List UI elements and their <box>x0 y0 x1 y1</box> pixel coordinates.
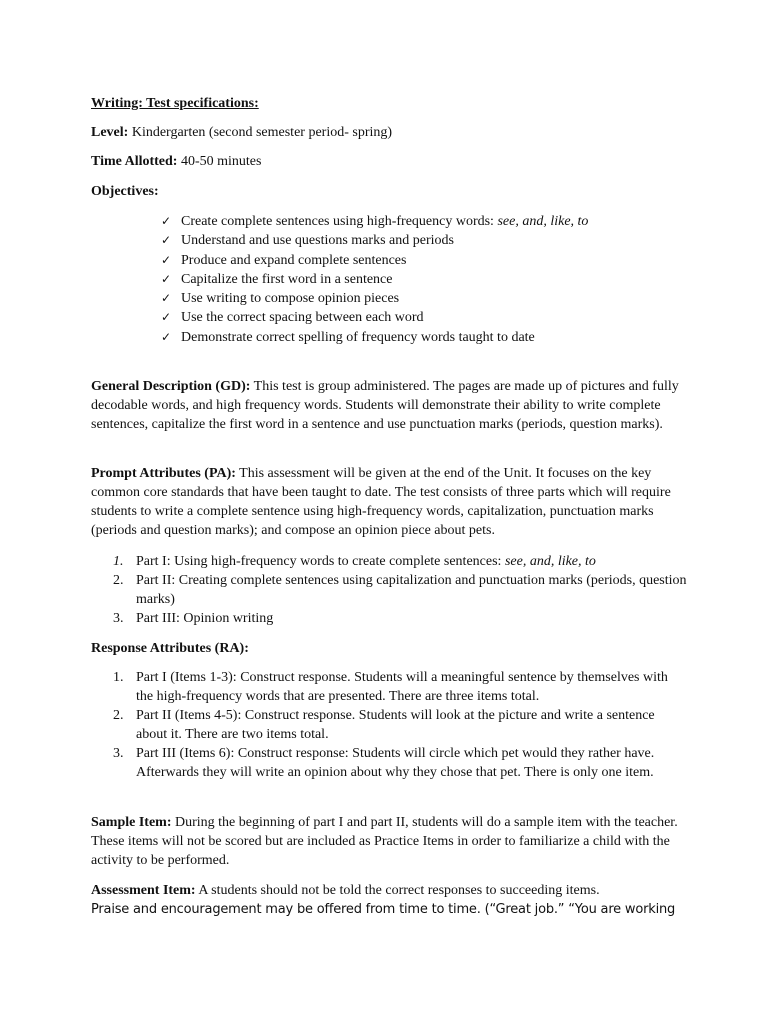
sample-text: During the beginning of part I and part II, students will do a sample item with the teacher. These items will not be scored but are included as Practice Items in order to familiarize a child with the activity to be performed. <box>91 815 678 868</box>
list-item: ✓ Use writing to compose opinion pieces <box>161 291 400 307</box>
list-item: 1. Part I (Items 1-3): Construct response. Students will a meaningful sentence by themselves with the high-frequency words that are presented. There are three items total. <box>113 670 668 704</box>
time-line <box>91 152 687 171</box>
list-item: ✓ Capitalize the first word in a sentence <box>161 271 393 287</box>
list-item: 3. Part III: Opinion writing <box>113 611 274 626</box>
prompt-attributes-paragraph <box>91 464 687 540</box>
pa-label: Prompt Attributes (PA): <box>91 466 236 481</box>
list-item: ✓ Create complete sentences using high-frequency words: see, and, like, to <box>161 214 589 229</box>
list-item: ✓ Understand and use questions marks and periods <box>161 233 454 249</box>
response-attributes-heading: Response Attributes (RA): <box>91 641 249 656</box>
list-item: 3. Part III (Items 6): Construct response: Students will circle which pet would they rather have. Afterwards they will write an opinion about why they chose that pet. There is only one item. <box>113 746 655 780</box>
checkmark-icon: ✓ <box>161 329 172 344</box>
time-value: 40-50 minutes <box>177 154 262 169</box>
pa-text: This assessment will be given at the end of the Unit. It focuses on the key common core standards that have been taught to date. The test consists of three parts which will require students to write a complete sentence using high-frequency words, capitalization, punctuation marks (periods and question marks); and compose an opinion piece about pets. <box>91 466 671 538</box>
checkmark-icon: ✓ <box>161 252 172 267</box>
sample-label: Sample Item: <box>91 815 172 830</box>
list-item: 2. Part II (Items 4-5): Construct response. Students will look at the picture and write a sentence about it. There are two items total. <box>113 708 655 742</box>
gd-label: General Description (GD): <box>91 379 251 394</box>
time-label: Time Allotted: <box>91 154 178 169</box>
document-title: Writing: Test specifications: <box>91 96 259 111</box>
level-value: Kindergarten (second semester period- spring) <box>128 125 393 140</box>
list-item: ✓ Use the correct spacing between each word <box>161 310 424 326</box>
level-line <box>91 123 687 142</box>
objectives-heading: Objectives: <box>91 184 159 199</box>
assessment-label: Assessment Item: <box>91 883 196 898</box>
list-item: ✓ Produce and expand complete sentences <box>161 252 407 268</box>
checkmark-icon: ✓ <box>161 233 172 248</box>
level-label: Level: <box>91 125 129 140</box>
general-description-paragraph <box>91 377 687 434</box>
objectives-list <box>161 212 721 347</box>
assessment-item-paragraph <box>91 881 687 919</box>
checkmark-icon: ✓ <box>161 310 172 325</box>
list-item: 2. Part II: Creating complete sentences using capitalization and punctuation marks (periods, question marks) <box>113 573 687 607</box>
checkmark-icon: ✓ <box>161 214 172 228</box>
parts-list <box>113 552 687 628</box>
checkmark-icon: ✓ <box>161 291 172 306</box>
gd-text: This test is group administered. The pages are made up of pictures and fully decodable words, and high frequency words. Students will demonstrate their ability to write complete sentences, capitalize the first word in a sentence and use punctuation marks (periods, question marks). <box>91 379 679 432</box>
checkmark-icon: ✓ <box>161 271 172 286</box>
sample-item-paragraph <box>91 813 687 870</box>
assessment-text: A students should not be told the correct responses to succeeding items. <box>195 883 600 898</box>
list-item: 1. Part I: Using high-frequency words to create complete sentences: see, and, like, to <box>113 554 596 569</box>
responses-list <box>113 668 687 782</box>
assessment-continuation: Praise and encouragement may be offered from time to time. (“Great job.” “You are working <box>91 902 676 917</box>
list-item: ✓ Demonstrate correct spelling of frequency words taught to date <box>161 329 535 345</box>
